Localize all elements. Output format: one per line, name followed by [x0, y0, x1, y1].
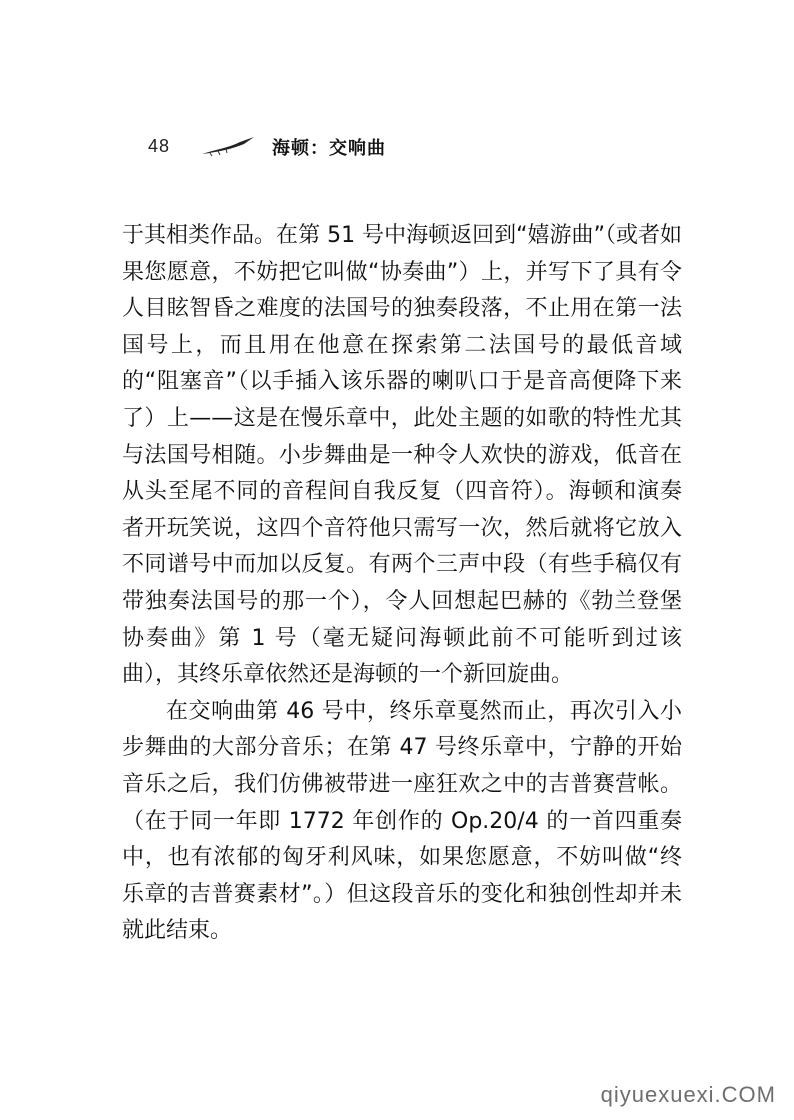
paragraph-1: 于其相类作品。在第 51 号中海顿返回到“嬉游曲”（或者如果您愿意，不妨把它叫做“协奏曲”）上，并写下了具有令人目眩智昏之难度的法国号的独奏段落，不止用在第一法国号上，而且用在他意在探索第二法国号的最低音域的“阻塞音”（以手插入该乐器的喇叭口于是音高便降下来了）上——这是在慢乐章中，此处主题的如歌的特性尤其与法国号相随。小步舞曲是一种令人欢快的游戏，低音在从头至尾不同的音程间自我反复（四音符）。海顿和演奏者开玩笑说，这四个音符他只需写一次，然后就将它放入不同谱号中而加以反复。有两个三声中段（有些手稿仅有带独奏法国号的那一个），令人回想起巴赫的《勃兰登堡协奏曲》第 1 号（毫无疑问海顿此前不可能听到过该曲），其终乐章依然还是海顿的一个新回旋曲。 [122, 223, 682, 688]
running-title: 海顿：交响曲 [272, 138, 386, 159]
site-watermark: qiyuexuexi.COM [600, 1082, 776, 1107]
body-text [122, 218, 682, 950]
page-header [148, 134, 448, 164]
quill-ornament-icon [200, 136, 256, 158]
page-number: 48 [148, 136, 171, 156]
paragraph-2: 在交响曲第 46 号中，终乐章戛然而止，再次引入小步舞曲的大部分音乐；在第 47 号终乐章中，宁静的开始音乐之后，我们仿佛被带进一座狂欢之中的吉普赛营帐。（在于同一年即 1772 年创作的 Op.20/4 的一首四重奏中，也有浓郁的匈牙利风味，如果您愿意，不妨叫做“终乐章的吉普赛素材”。）但这段音乐的变化和独创性却并未就此结束。 [122, 698, 682, 944]
